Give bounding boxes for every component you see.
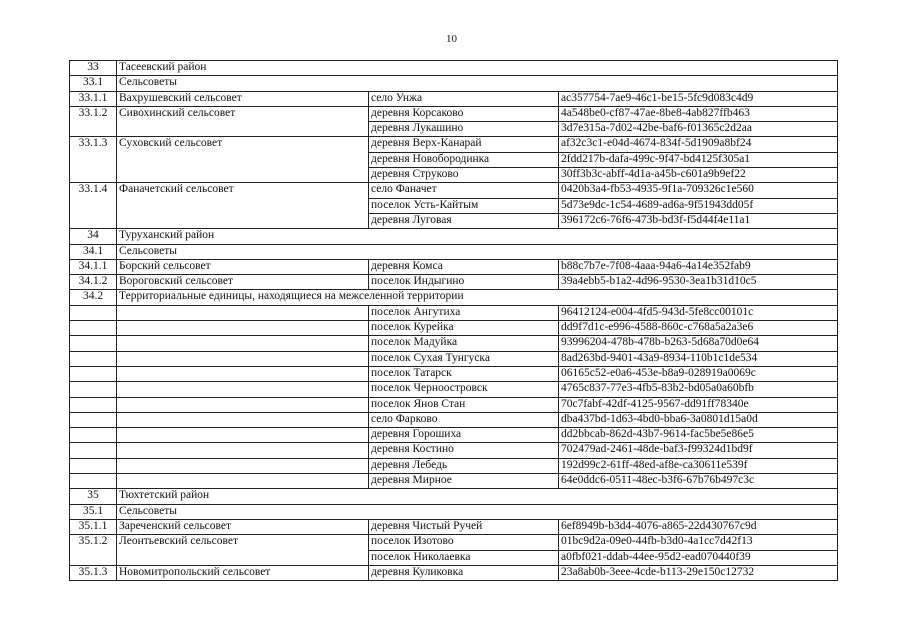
row-code xyxy=(70,351,117,366)
settlement-guid: 96412124-e004-4fd5-943d-5fe8cc00101c xyxy=(559,305,838,320)
row-code: 33.1.3 xyxy=(70,137,117,152)
settlement-name: поселок Изотово xyxy=(369,535,559,550)
table-row xyxy=(70,550,838,565)
settlement-name: деревня Чистый Ручей xyxy=(369,519,559,534)
settlement-name: поселок Ангутиха xyxy=(369,305,559,320)
settlement-name: деревня Луговая xyxy=(369,213,559,228)
table-row xyxy=(70,382,838,397)
row-code xyxy=(70,213,117,228)
row-code xyxy=(70,412,117,427)
council-name xyxy=(117,366,369,381)
settlement-guid: 8ad263bd-9401-43a9-8934-110b1c1de534 xyxy=(559,351,838,366)
row-code: 34.1.2 xyxy=(70,275,117,290)
settlement-name: поселок Николаевка xyxy=(369,550,559,565)
table-row xyxy=(70,229,838,244)
table-row xyxy=(70,321,838,336)
settlement-name: село Унжа xyxy=(369,91,559,106)
council-name xyxy=(117,321,369,336)
settlements-table xyxy=(69,60,838,581)
row-code xyxy=(70,428,117,443)
settlement-name: поселок Мадуйка xyxy=(369,336,559,351)
settlement-name: поселок Татарск xyxy=(369,366,559,381)
table-row xyxy=(70,213,838,228)
settlement-guid: ac357754-7ae9-46c1-be15-5fc9d083c4d9 xyxy=(559,91,838,106)
settlement-guid: 0420b3a4-fb53-4935-9f1a-709326c1e560 xyxy=(559,183,838,198)
row-code: 34 xyxy=(70,229,117,244)
settlement-guid: 64e0ddc6-0511-48ec-b3f6-67b76b497c3c xyxy=(559,474,838,489)
settlement-name: деревня Костино xyxy=(369,443,559,458)
table-row xyxy=(70,366,838,381)
council-name xyxy=(117,474,369,489)
settlement-name: поселок Сухая Тунгуска xyxy=(369,351,559,366)
row-code xyxy=(70,152,117,167)
settlement-guid: dd9f7d1c-e996-4588-860c-c768a5a2a3e6 xyxy=(559,321,838,336)
row-code xyxy=(70,336,117,351)
row-code: 35.1.3 xyxy=(70,565,117,580)
settlement-name: поселок Усть-Кайтым xyxy=(369,198,559,213)
settlement-guid: 30ff3b3c-abff-4d1a-a45b-c601a9b9ef22 xyxy=(559,168,838,183)
table-row xyxy=(70,412,838,427)
council-name xyxy=(117,305,369,320)
table-row xyxy=(70,443,838,458)
table-row xyxy=(70,106,838,121)
settlement-guid: dd2bbcab-862d-43b7-9614-fac5be5e86e5 xyxy=(559,428,838,443)
row-code xyxy=(70,122,117,137)
table-row xyxy=(70,351,838,366)
table-row xyxy=(70,458,838,473)
row-code: 34.1 xyxy=(70,244,117,259)
council-name: Вороговский сельсовет xyxy=(117,275,369,290)
row-code xyxy=(70,168,117,183)
row-code xyxy=(70,382,117,397)
council-name xyxy=(117,198,369,213)
table-row xyxy=(70,183,838,198)
settlement-name: деревня Мирное xyxy=(369,474,559,489)
settlement-name: деревня Лебедь xyxy=(369,458,559,473)
row-code xyxy=(70,305,117,320)
settlement-guid: 39a4ebb5-b1a2-4d96-9530-3ea1b31d10c5 xyxy=(559,275,838,290)
settlement-name: село Фарково xyxy=(369,412,559,427)
settlement-name: деревня Верх-Канарай xyxy=(369,137,559,152)
row-code: 33.1.1 xyxy=(70,91,117,106)
row-code xyxy=(70,550,117,565)
row-code: 33.1.4 xyxy=(70,183,117,198)
row-code xyxy=(70,474,117,489)
council-name xyxy=(117,412,369,427)
council-name: Вахрушевский сельсовет xyxy=(117,91,369,106)
table-row xyxy=(70,61,838,76)
table-row xyxy=(70,397,838,412)
settlement-guid: 93996204-478b-478b-b263-5d68a70d0e64 xyxy=(559,336,838,351)
row-code: 33.1 xyxy=(70,76,117,91)
row-code: 35.1 xyxy=(70,504,117,519)
row-code xyxy=(70,443,117,458)
settlement-name: деревня Струково xyxy=(369,168,559,183)
settlement-name: деревня Комса xyxy=(369,259,559,274)
row-code xyxy=(70,321,117,336)
settlement-guid: 06165c52-e0a6-453e-b8a9-028919a0069c xyxy=(559,366,838,381)
settlement-guid: 23a8ab0b-3eee-4cde-b113-29e150c12732 xyxy=(559,565,838,580)
settlement-guid: 3d7e315a-7d02-42be-baf6-f01365c2d2aa xyxy=(559,122,838,137)
settlement-guid: 70c7fabf-42df-4125-9567-dd91ff78340e xyxy=(559,397,838,412)
row-code: 35.1.1 xyxy=(70,519,117,534)
table-row xyxy=(70,152,838,167)
council-name xyxy=(117,122,369,137)
page-number: 10 xyxy=(446,33,457,45)
council-name xyxy=(117,382,369,397)
settlement-name: село Фаначет xyxy=(369,183,559,198)
council-name xyxy=(117,213,369,228)
settlement-guid: dba437bd-1d63-4bd0-bba6-3a0801d15a0d xyxy=(559,412,838,427)
council-name: Сивохинский сельсовет xyxy=(117,106,369,121)
council-name: Суховский сельсовет xyxy=(117,137,369,152)
council-name: Борский сельсовет xyxy=(117,259,369,274)
council-name xyxy=(117,428,369,443)
section-title: Территориальные единицы, находящиеся на межселенной территории xyxy=(117,290,838,305)
council-name xyxy=(117,458,369,473)
table-row xyxy=(70,244,838,259)
settlement-guid: 4a548be0-cf87-47ae-8be8-4ab827ffb463 xyxy=(559,106,838,121)
settlement-name: деревня Горошиха xyxy=(369,428,559,443)
section-title: Тасеевский район xyxy=(117,61,838,76)
council-name xyxy=(117,351,369,366)
table-row xyxy=(70,336,838,351)
section-title: Сельсоветы xyxy=(117,504,838,519)
section-title: Туруханский район xyxy=(117,229,838,244)
table-row xyxy=(70,275,838,290)
council-name: Фаначетский сельсовет xyxy=(117,183,369,198)
table-row xyxy=(70,489,838,504)
settlement-guid: af32c3c1-e04d-4674-834f-5d1909a8bf24 xyxy=(559,137,838,152)
settlement-guid: 702479ad-2461-48de-baf3-f99324d1bd9f xyxy=(559,443,838,458)
table-row xyxy=(70,504,838,519)
table-row xyxy=(70,137,838,152)
settlement-name: деревня Куликовка xyxy=(369,565,559,580)
table-row xyxy=(70,535,838,550)
row-code: 34.2 xyxy=(70,290,117,305)
table-row xyxy=(70,259,838,274)
table-row xyxy=(70,198,838,213)
section-title: Тюхтетский район xyxy=(117,489,838,504)
settlement-guid: a0fbf021-ddab-44ee-95d2-ead070440f39 xyxy=(559,550,838,565)
section-title: Сельсоветы xyxy=(117,244,838,259)
settlement-name: поселок Черноостровск xyxy=(369,382,559,397)
settlement-guid: 2fdd217b-dafa-499c-9f47-bd4125f305a1 xyxy=(559,152,838,167)
settlement-name: поселок Янов Стан xyxy=(369,397,559,412)
council-name xyxy=(117,336,369,351)
council-name: Зареченский сельсовет xyxy=(117,519,369,534)
council-name xyxy=(117,397,369,412)
table-row xyxy=(70,519,838,534)
settlements-table-body xyxy=(70,61,838,581)
council-name xyxy=(117,443,369,458)
settlement-guid: 4765c837-77e3-4fb5-83b2-bd05a0a60bfb xyxy=(559,382,838,397)
row-code: 33 xyxy=(70,61,117,76)
row-code: 35 xyxy=(70,489,117,504)
row-code: 35.1.2 xyxy=(70,535,117,550)
settlement-name: поселок Индыгино xyxy=(369,275,559,290)
settlement-guid: 192d99c2-61ff-48ed-af8e-ca30611e539f xyxy=(559,458,838,473)
table-row xyxy=(70,474,838,489)
settlement-guid: 6ef8949b-b3d4-4076-a865-22d430767c9d xyxy=(559,519,838,534)
table-row xyxy=(70,290,838,305)
table-row xyxy=(70,76,838,91)
settlement-name: деревня Корсаково xyxy=(369,106,559,121)
row-code: 33.1.2 xyxy=(70,106,117,121)
table-row xyxy=(70,565,838,580)
table-row xyxy=(70,305,838,320)
settlement-name: деревня Новобородинка xyxy=(369,152,559,167)
council-name xyxy=(117,168,369,183)
settlement-name: поселок Курейка xyxy=(369,321,559,336)
row-code xyxy=(70,397,117,412)
table-row xyxy=(70,428,838,443)
settlement-guid: 5d73e9dc-1c54-4689-ad6a-9f51943dd05f xyxy=(559,198,838,213)
row-code xyxy=(70,458,117,473)
council-name xyxy=(117,550,369,565)
council-name xyxy=(117,152,369,167)
row-code: 34.1.1 xyxy=(70,259,117,274)
section-title: Сельсоветы xyxy=(117,76,838,91)
table-row xyxy=(70,122,838,137)
row-code xyxy=(70,366,117,381)
settlement-guid: 396172c6-76f6-473b-bd3f-f5d44f4e11a1 xyxy=(559,213,838,228)
row-code xyxy=(70,198,117,213)
table-row xyxy=(70,91,838,106)
settlement-name: деревня Лукашино xyxy=(369,122,559,137)
council-name: Леонтьевский сельсовет xyxy=(117,535,369,550)
settlement-guid: b88c7b7e-7f08-4aaa-94a6-4a14e352fab9 xyxy=(559,259,838,274)
settlement-guid: 01bc9d2a-09e0-44fb-b3d0-4a1cc7d42f13 xyxy=(559,535,838,550)
table-row xyxy=(70,168,838,183)
council-name: Новомитропольский сельсовет xyxy=(117,565,369,580)
